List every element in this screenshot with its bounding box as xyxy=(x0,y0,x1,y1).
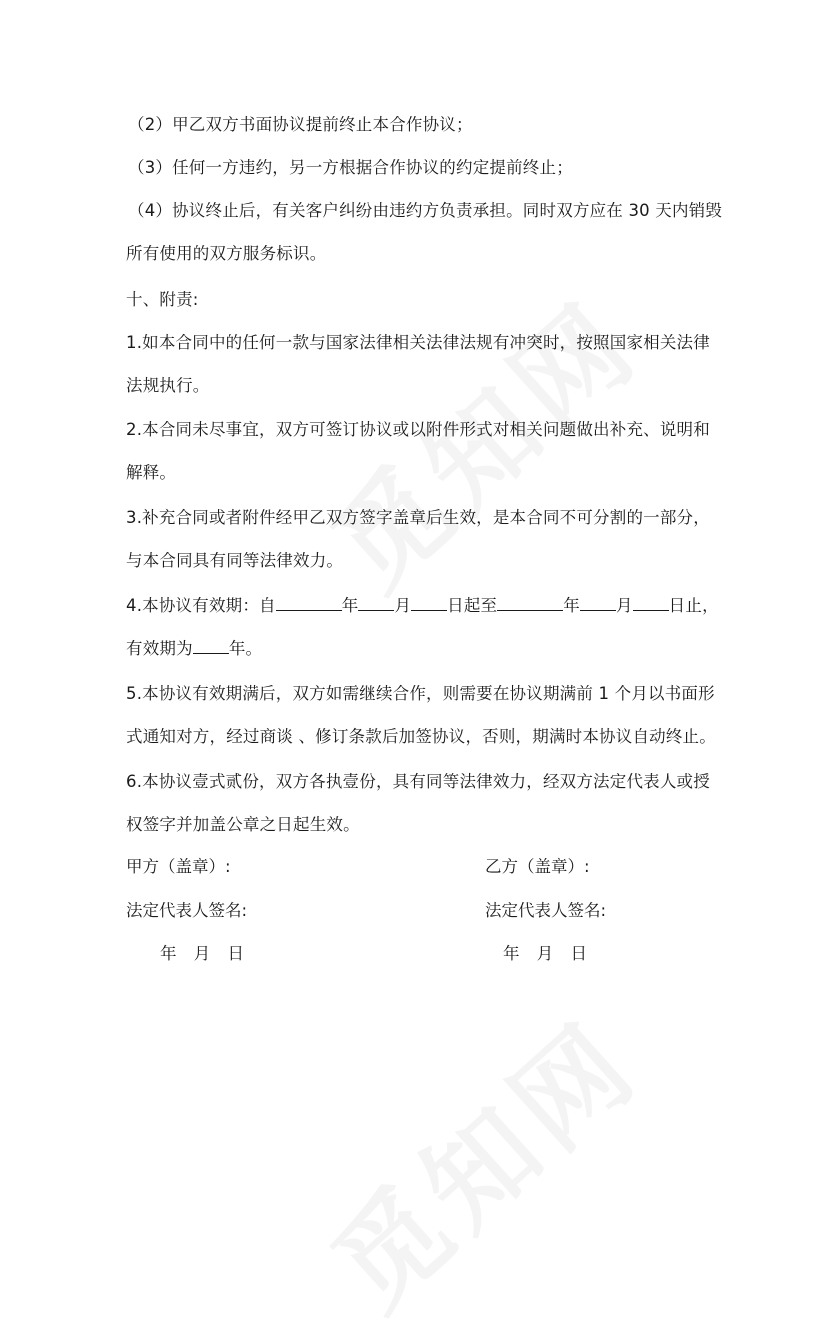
paragraph-2-line2: 解释。 xyxy=(126,463,177,482)
end-year-label: 年 xyxy=(563,596,580,615)
end-day-blank[interactable] xyxy=(633,592,669,611)
party-a-date: 年 月 日 xyxy=(160,944,244,963)
paragraph-1-line1: 1.如本合同中的任何一款与国家法律相关法律法规有冲突时，按照国家相关法律 xyxy=(126,333,710,352)
paragraph-3-line2: 与本合同具有同等法律效力。 xyxy=(126,551,344,570)
section-heading: 十、附责: xyxy=(126,290,199,309)
end-month-blank[interactable] xyxy=(580,592,616,611)
validity-years-blank[interactable] xyxy=(193,635,229,654)
party-a-seal-label: 甲方（盖章）: xyxy=(126,857,231,876)
start-day-blank[interactable] xyxy=(411,592,447,611)
clause-item-4-line2: 所有使用的双方服务标识。 xyxy=(126,244,327,263)
paragraph-5-line2: 式通知对方，经过商谈 、修订条款后加签协议，否则，期满时本协议自动终止。 xyxy=(126,727,716,746)
clause-item-2: （2）甲乙双方书面协议提前终止本合作协议； xyxy=(128,115,473,134)
paragraph-1-line2: 法规执行。 xyxy=(126,376,210,395)
start-day-label: 日起至 xyxy=(447,596,498,615)
paragraph-4-line2 xyxy=(126,627,716,670)
start-year-label: 年 xyxy=(341,596,359,615)
paragraph-4-line1 xyxy=(126,584,719,627)
paragraph-3-line1: 3.补充合同或者附件经甲乙双方签字盖章后生效，是本合同不可分割的一部分， xyxy=(126,508,710,527)
party-b-rep-signature-label: 法定代表人签名: xyxy=(485,901,607,920)
start-year-blank[interactable] xyxy=(276,592,342,611)
validity-period-suffix: 年。 xyxy=(228,639,263,658)
party-b-seal-label: 乙方（盖章）: xyxy=(485,857,590,876)
paragraph-6-line1: 6.本协议壹式贰份，双方各执壹份，具有同等法律效力，经双方法定代表人或授 xyxy=(126,772,710,791)
clause-item-3: （3）任何一方违约，另一方根据合作协议的约定提前终止； xyxy=(128,158,573,177)
party-a-rep-signature-label: 法定代表人签名: xyxy=(126,901,248,920)
clause-item-4-line1: （4）协议终止后，有关客户纠纷由违约方负责承担。同时双方应在 30 天内销毁 xyxy=(128,201,723,220)
end-year-blank[interactable] xyxy=(497,592,563,611)
paragraph-6-line2: 权签字并加盖公章之日起生效。 xyxy=(126,815,360,834)
start-month-blank[interactable] xyxy=(358,592,394,611)
end-month-label: 月 xyxy=(615,596,633,615)
validity-prefix: 4.本协议有效期：自 xyxy=(126,596,276,615)
validity-period-prefix: 有效期为 xyxy=(126,639,193,658)
end-day-label: 日止， xyxy=(668,596,719,615)
party-b-date: 年 月 日 xyxy=(503,944,587,963)
paragraph-5-line1: 5.本协议有效期满后，双方如需继续合作，则需要在协议期满前 1 个月以书面形 xyxy=(126,684,715,703)
paragraph-2-line1: 2.本合同未尽事宜，双方可签订协议或以附件形式对相关问题做出补充、说明和 xyxy=(126,420,710,439)
start-month-label: 月 xyxy=(394,596,412,615)
watermark xyxy=(293,980,666,1338)
